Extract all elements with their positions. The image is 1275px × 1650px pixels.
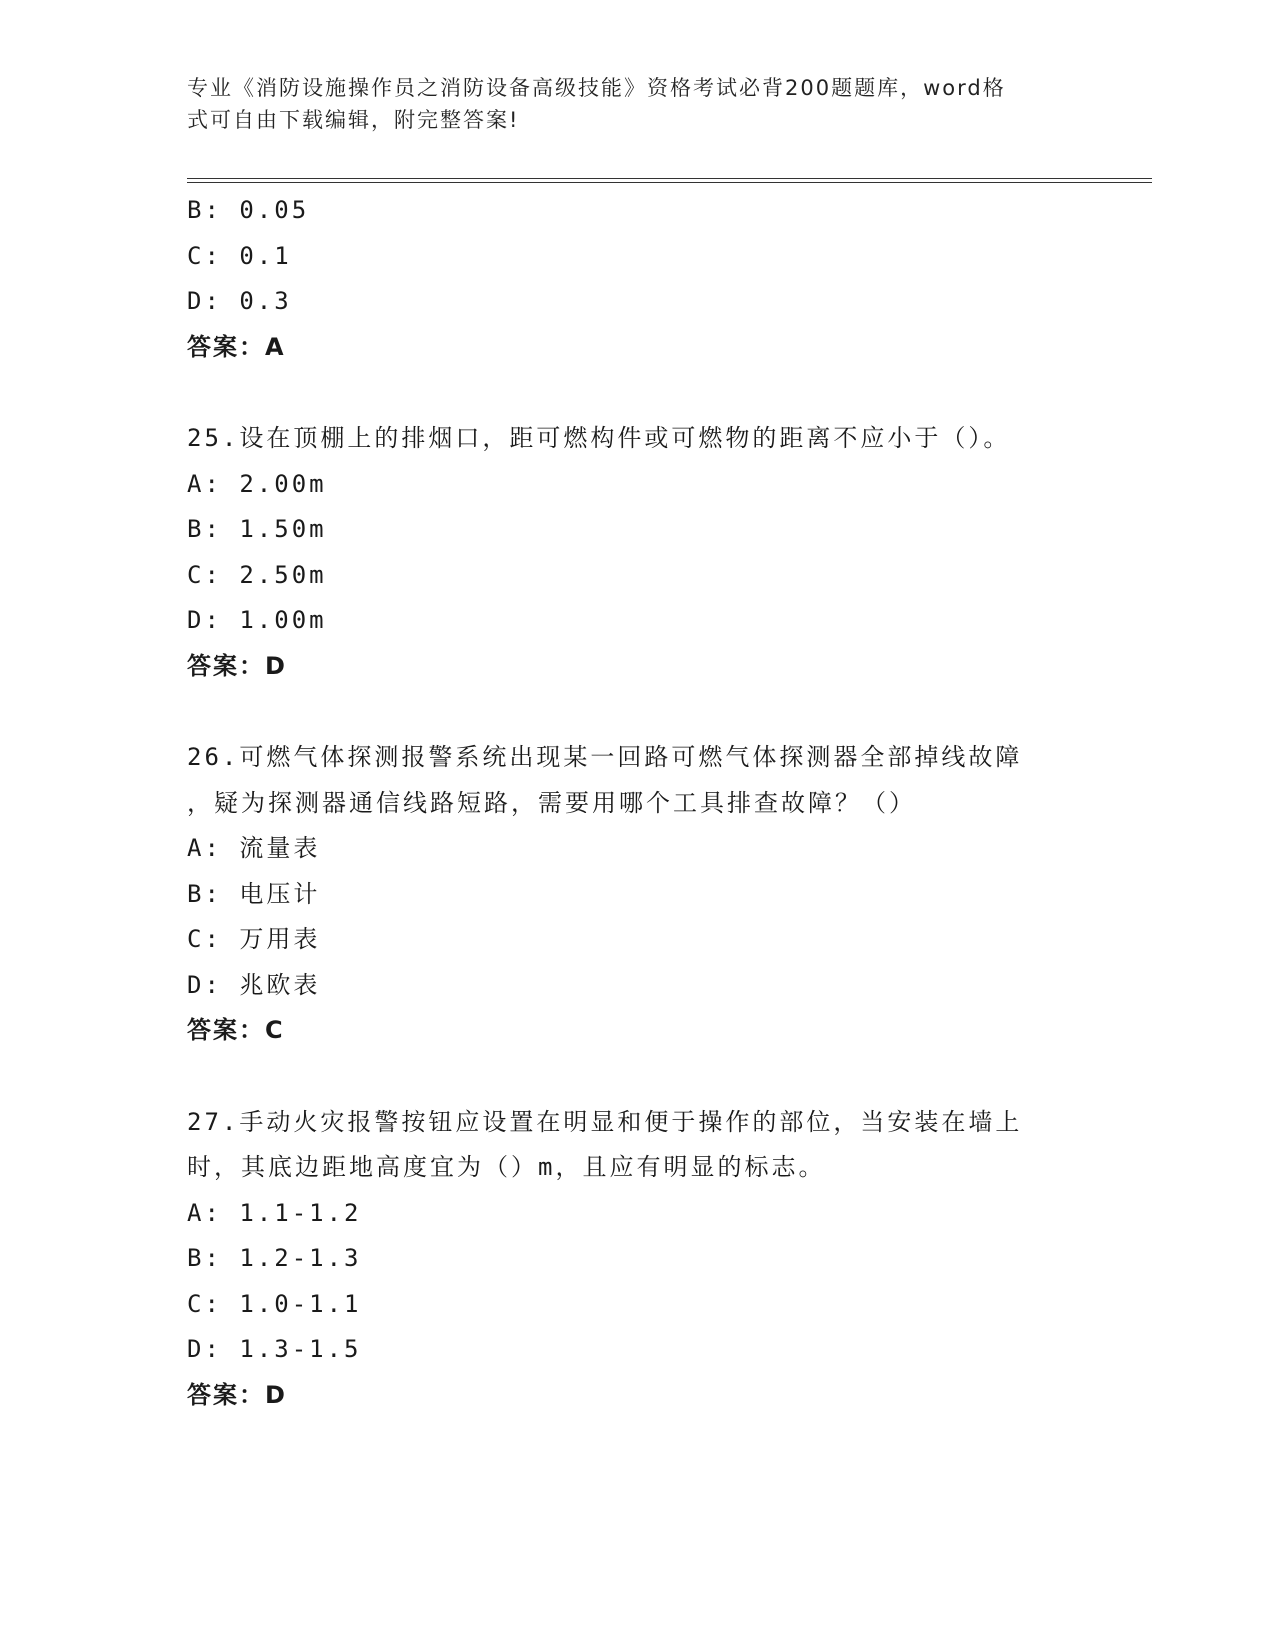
header-title-line-1: 专业《消防设施操作员之消防设备高级技能》资格考试必背200题题库，word格 — [187, 76, 1006, 100]
answer-label: 答案：A — [187, 332, 286, 361]
option-c: C: 万用表 — [187, 925, 321, 953]
header-divider-bottom — [187, 182, 1152, 183]
option-c: C: 0.1 — [187, 241, 292, 270]
option-a: A: 流量表 — [187, 834, 321, 862]
option-b: B: 1.2-1.3 — [187, 1244, 362, 1272]
question-text-line-2: 时，其底边距地高度宜为（）m，且应有明显的标志。 — [187, 1153, 826, 1181]
question-block-25 — [187, 416, 1087, 689]
question-block-previous — [187, 188, 1087, 370]
option-b: B: 1.50m — [187, 515, 327, 543]
option-d: D: 1.3-1.5 — [187, 1335, 362, 1363]
question-text-line-1: 26.可燃气体探测报警系统出现某一回路可燃气体探测器全部掉线故障 — [187, 743, 1023, 771]
answer-label: 答案：D — [187, 1380, 287, 1409]
question-text-line-1: 27.手动火灾报警按钮应设置在明显和便于操作的部位，当安装在墙上 — [187, 1107, 1023, 1136]
answer-label: 答案：C — [187, 1016, 285, 1044]
answer-label: 答案：D — [187, 651, 287, 680]
option-b: B: 0.05 — [187, 196, 310, 224]
option-b: B: 电压计 — [187, 879, 321, 908]
question-block-26 — [187, 735, 1087, 1054]
header-divider-top — [187, 178, 1152, 179]
option-d: D: 1.00m — [187, 606, 327, 634]
question-text-line-2: ，疑为探测器通信线路短路，需要用哪个工具排查故障？（） — [187, 788, 916, 817]
header-title-line-2: 式可自由下载编辑，附完整答案! — [187, 108, 520, 132]
question-list — [187, 188, 1087, 1418]
option-d: D: 兆欧表 — [187, 970, 321, 999]
option-c: C: 2.50m — [187, 560, 327, 589]
option-d: D: 0.3 — [187, 287, 292, 315]
question-text: 25.设在顶棚上的排烟口，距可燃构件或可燃物的距离不应小于（）。 — [187, 424, 1011, 452]
question-block-27 — [187, 1100, 1087, 1419]
option-c: C: 1.0-1.1 — [187, 1289, 362, 1318]
option-a: A: 2.00m — [187, 469, 327, 498]
option-a: A: 1.1-1.2 — [187, 1198, 362, 1227]
document-header — [187, 72, 1067, 136]
